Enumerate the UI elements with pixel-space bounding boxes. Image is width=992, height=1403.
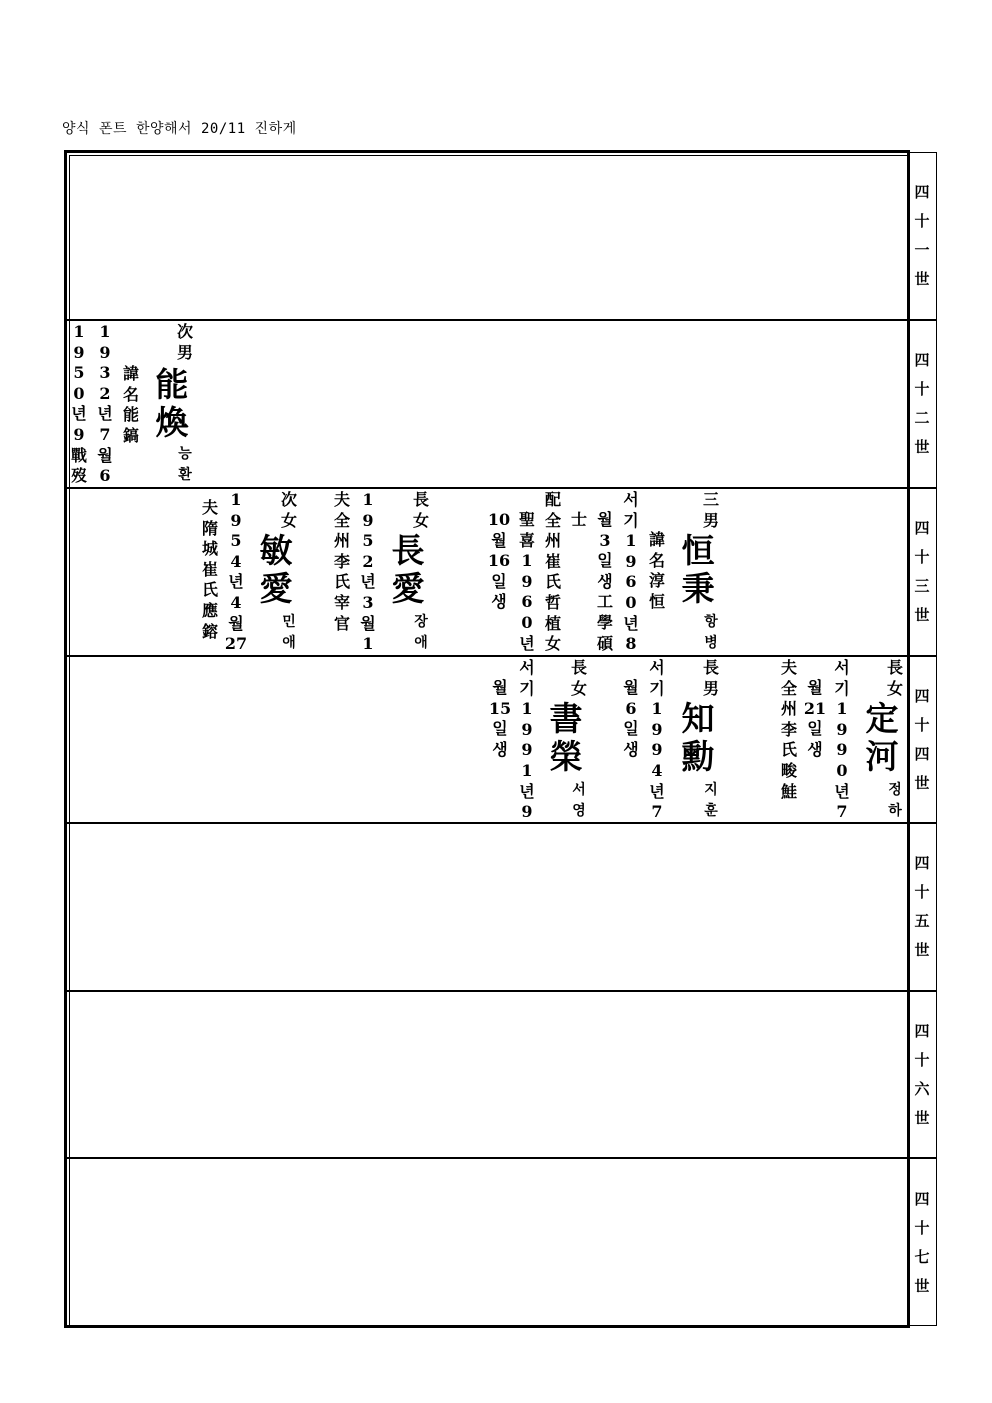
gen44-child3-birth: 서 기 1 9 9 1 년 9: [519, 658, 535, 822]
gen42-relation: 次 男: [176, 322, 193, 362]
gen44-child3-reading: 서 영: [572, 782, 586, 819]
gen43-daughter1-birth: 1 9 5 2 년 3 월 1: [360, 490, 376, 654]
row-divider: [66, 990, 936, 992]
gen43-daughter1-husband: 夫 全 州 李 氏 宰 官: [333, 490, 350, 633]
generation-label-46: 四 十 六 世: [914, 1021, 930, 1127]
gen44-child1-reading: 정 하: [888, 782, 902, 819]
gen43-son-spouse-birth: 10 월 16 일 생: [487, 510, 511, 612]
gen42-death: 1 9 5 0 년 9 戰 歿: [70, 322, 87, 486]
gen43-daughter2-name: 敏 愛: [259, 531, 293, 608]
gen43-daughter1-relation: 長 女: [412, 490, 429, 530]
generation-label-44: 四 十 四 世: [914, 686, 930, 792]
gen43-son-spouse-name: 聖 喜 1 9 6 0 년: [518, 510, 535, 653]
gen42-birth: 1 9 3 2 년 7 월 6: [97, 322, 113, 486]
gen42-reading: 능 환: [178, 446, 192, 483]
gen43-daughter2-husband: 夫 隋 城 崔 氏 應 鎔: [201, 498, 218, 641]
gen43-daughter2-reading: 민 애: [282, 614, 296, 651]
gen44-child2-birth: 서 기 1 9 9 4 년 7: [649, 658, 665, 822]
gen44-child1-name: 定 河: [865, 699, 899, 776]
gen43-son-birth: 서 기 1 9 6 0 년 8: [623, 490, 639, 654]
gen44-child2-reading: 지 훈: [704, 782, 718, 819]
row-divider: [66, 655, 936, 657]
gen44-child1-relation: 長 女: [886, 658, 903, 698]
generation-label-42: 四 十 二 世: [914, 351, 930, 456]
gen44-child3-relation: 長 女: [570, 658, 587, 698]
gen44-child2-birth2: 월 6 일 생: [623, 678, 639, 759]
gen44-child1-birth: 서 기 1 9 9 0 년 7: [834, 658, 850, 822]
gen44-child1-husband: 夫 全 州 李 氏 畯 鮭: [780, 658, 797, 801]
gen43-daughter2-birth: 1 9 5 4 년 4 월 27: [224, 490, 248, 654]
gen44-child3-birth2: 월 15 일 생: [488, 678, 512, 759]
generation-label-41: 四 十 一 世: [914, 182, 930, 288]
generation-label-43: 四 十 三 世: [914, 519, 930, 624]
gen43-daughter2-relation: 次 女: [280, 490, 297, 530]
gen43-son-reading: 항 병: [704, 614, 718, 651]
row-divider: [66, 487, 936, 489]
row-divider: [66, 822, 936, 824]
gen42-name: 能 煥: [155, 365, 189, 442]
gen42-alias: 諱 名 能 鎬: [122, 364, 139, 445]
gen43-son-name: 恒 秉: [681, 531, 715, 608]
gen44-child3-name: 書 榮: [549, 699, 583, 776]
gen44-child2-name: 知 勳: [681, 699, 715, 776]
gen43-daughter1-name: 長 愛: [391, 531, 425, 608]
gen44-child2-relation: 長 男: [702, 658, 719, 698]
gen43-son-alias: 諱 名 淳 恒: [648, 530, 665, 611]
gen43-son-relation: 三 男: [702, 490, 719, 530]
gen43-son-title: 士: [570, 510, 587, 529]
gen43-daughter1-reading: 장 애: [414, 614, 428, 651]
template-note: 양식 폰트 한양해서 20/11 진하게: [62, 121, 297, 137]
gen43-son-birth2: 월 3 일 생 工 學 碩: [596, 510, 613, 653]
generation-label-47: 四 十 七 世: [914, 1189, 930, 1295]
generation-label-45: 四 十 五 世: [914, 854, 930, 959]
row-divider: [66, 1157, 936, 1159]
gen43-son-spouse: 配 全 州 崔 氏 哲 植 女: [544, 490, 561, 654]
gen44-child1-birth2: 월 21 일 생: [803, 678, 827, 759]
row-divider: [66, 319, 936, 321]
